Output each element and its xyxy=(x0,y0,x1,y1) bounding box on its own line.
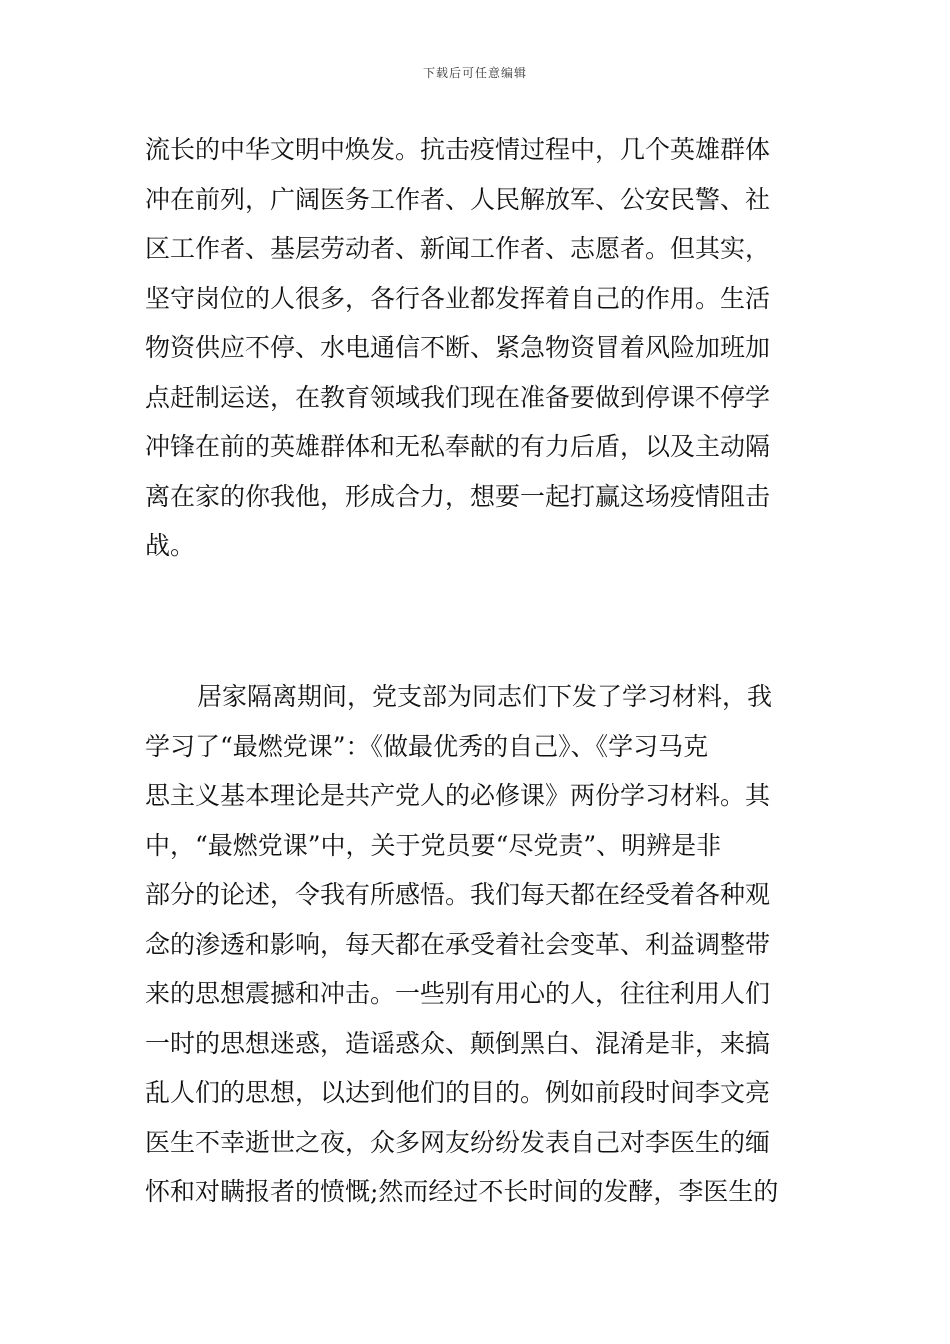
text-line: 物资供应不停、水电通信不断、紧急物资冒着风险加班加 xyxy=(145,333,771,362)
text-line: 坚守岗位的人很多，各行各业都发挥着自己的作用。生活 xyxy=(145,283,771,313)
page-header-note: 下载后可任意编辑 xyxy=(422,66,527,80)
text-line-first-indented: 居家隔离期间，党支部为同志们下发了学习材料，我 xyxy=(197,682,773,711)
text-line: 流长的中华文明中焕发。抗击疫情过程中，几个英雄群体 xyxy=(145,135,771,164)
text-line: 乱人们的思想，以达到他们的目的。例如前段时间李文亮 xyxy=(145,1078,771,1107)
text-line: 冲在前列，广阔医务工作者、人民解放军、公安民警、社 xyxy=(145,184,771,214)
text-line: 学习了“最燃党课”：《做最优秀的自己》、《学习马克 xyxy=(145,731,709,761)
text-line: 战。 xyxy=(145,531,196,560)
paragraph-1 xyxy=(145,125,810,571)
text-line: 冲锋在前的英雄群体和无私奉献的有力后盾，以及主动隔 xyxy=(145,432,771,461)
text-line: 思主义基本理论是共产党人的必修课》两份学习材料。其 xyxy=(145,781,771,810)
text-line: 来的思想震撼和冲击。一些别有用心的人，往往利用人们 xyxy=(145,979,771,1008)
text-line: 区工作者、基层劳动者、新闻工作者、志愿者。但其实， xyxy=(145,234,771,263)
text-line: 部分的论述，令我有所感悟。我们每天都在经受着各种观 xyxy=(145,880,771,909)
text-line: 怀和对瞒报者的愤慨;然而经过不长时间的发酵，李医生的 xyxy=(145,1177,779,1206)
text-line: 点赶制运送，在教育领域我们现在准备要做到停课不停学 xyxy=(145,382,771,412)
text-line: 医生不幸逝世之夜，众多网友纷纷发表自己对李医生的缅 xyxy=(145,1127,771,1157)
paragraph-2 xyxy=(145,672,810,1217)
text-line: 念的渗透和影响，每天都在承受着社会变革、利益调整带 xyxy=(145,929,771,959)
text-line: 中，“最燃党课”中，关于党员要“尽党责”、明辨是非 xyxy=(145,830,722,860)
text-line: 一时的思想迷惑，造谣惑众、颠倒黑白、混淆是非，来搞 xyxy=(145,1028,771,1058)
text-line: 离在家的你我他，形成合力，想要一起打赢这场疫情阻击 xyxy=(145,481,771,511)
